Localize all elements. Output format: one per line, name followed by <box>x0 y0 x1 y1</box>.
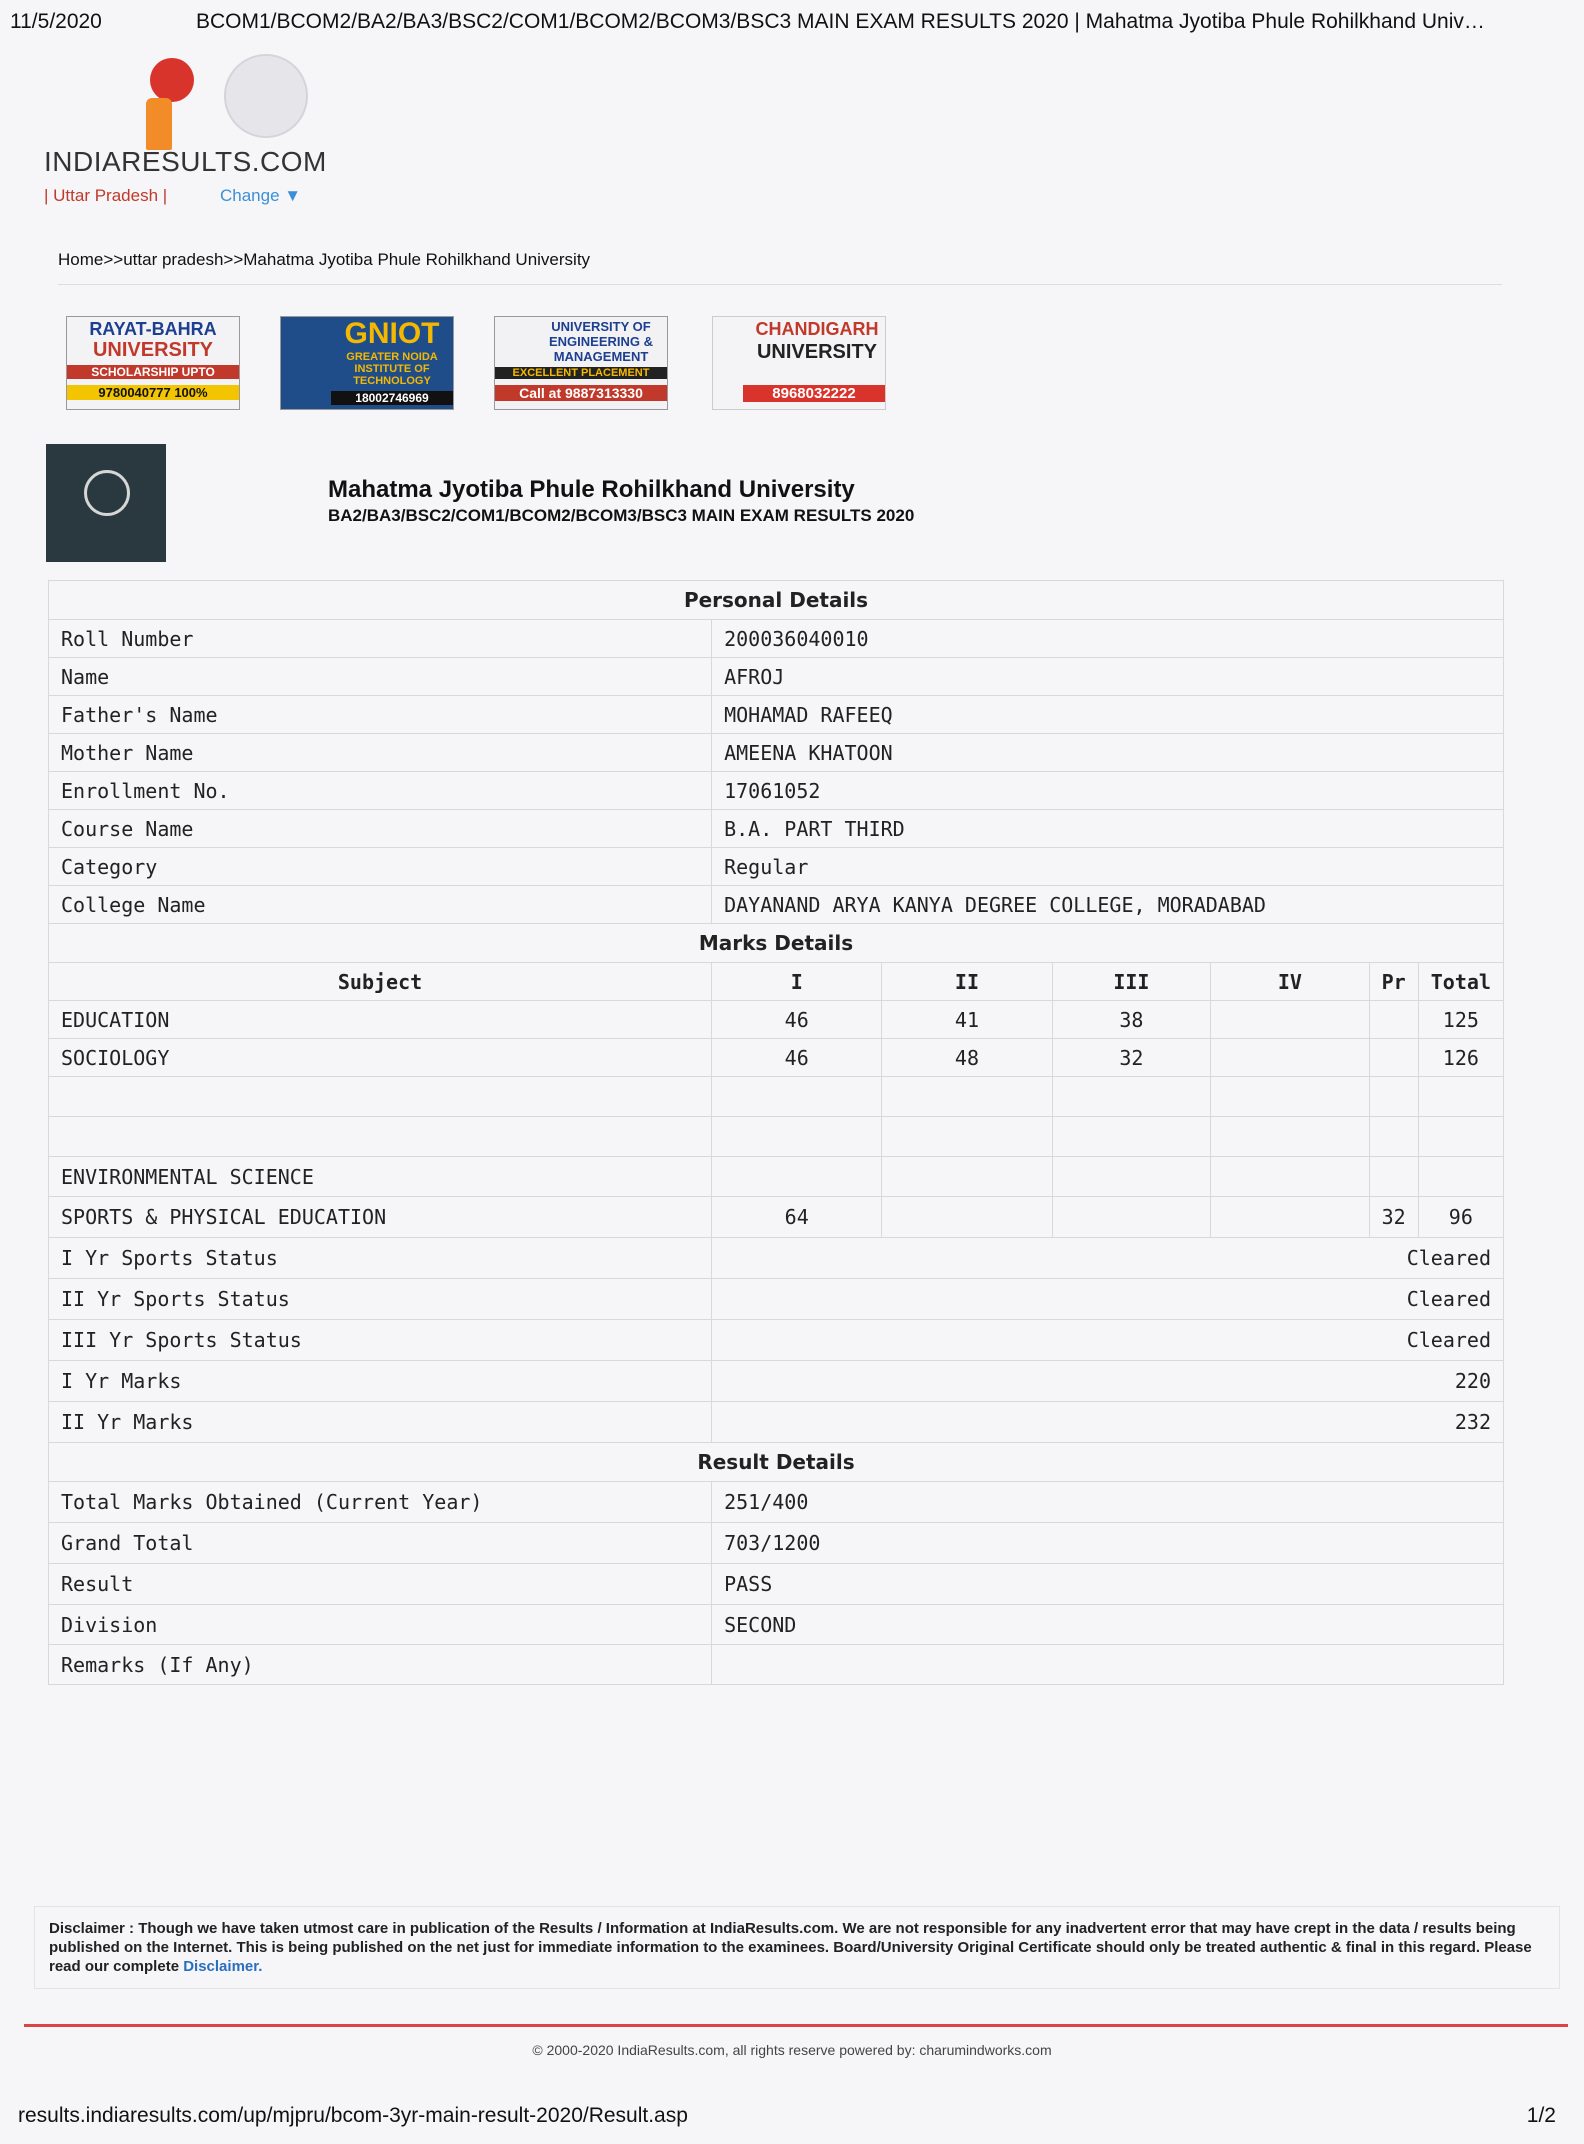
table-row <box>49 1605 1504 1645</box>
status-label: I Yr Sports Status <box>49 1238 712 1279</box>
ad-line: Call at 9887313330 <box>495 385 667 401</box>
mark-cell <box>882 1077 1052 1117</box>
status-label: I Yr Marks <box>49 1361 712 1402</box>
section-heading-marks: Marks Details <box>49 924 1504 963</box>
results-table <box>48 580 1504 1685</box>
table-row <box>49 1320 1504 1361</box>
table-row <box>49 1157 1504 1197</box>
mark-cell <box>882 1157 1052 1197</box>
field-value: AFROJ <box>712 658 1504 696</box>
table-row <box>49 734 1504 772</box>
total-cell: 96 <box>1418 1197 1503 1238</box>
mark-cell <box>882 1197 1052 1238</box>
mark-cell <box>1211 1039 1369 1077</box>
field-value: 251/400 <box>712 1482 1504 1523</box>
table-row <box>49 1564 1504 1605</box>
mark-cell: 38 <box>1052 1001 1211 1039</box>
ad-line: UNIVERSITY OF ENGINEERING & MANAGEMENT <box>548 319 653 364</box>
mark-cell <box>1211 1077 1369 1117</box>
field-value: MOHAMAD RAFEEQ <box>712 696 1504 734</box>
breadcrumb-separator: >> <box>103 250 124 269</box>
status-label: II Yr Sports Status <box>49 1279 712 1320</box>
mark-cell: 46 <box>712 1001 882 1039</box>
exam-title: BA2/BA3/BSC2/COM1/BCOM2/BCOM3/BSC3 MAIN EXAM RESULTS 2020 <box>328 506 915 525</box>
field-label: Mother Name <box>49 734 712 772</box>
field-label: Grand Total <box>49 1523 712 1564</box>
university-name: Mahatma Jyotiba Phule Rohilkhand University <box>328 476 855 503</box>
table-row <box>49 886 1504 924</box>
status-value: Cleared <box>712 1320 1504 1361</box>
print-date: 11/5/2020 <box>10 10 102 33</box>
field-value: SECOND <box>712 1605 1504 1645</box>
marks-header-row <box>49 963 1504 1001</box>
field-label: Roll Number <box>49 620 712 658</box>
table-row <box>49 620 1504 658</box>
total-cell <box>1418 1077 1503 1117</box>
table-row <box>49 1361 1504 1402</box>
state-label: | Uttar Pradesh | <box>44 186 168 205</box>
mark-cell <box>1211 1197 1369 1238</box>
field-value: 17061052 <box>712 772 1504 810</box>
subject-cell: EDUCATION <box>49 1001 712 1039</box>
mark-cell: 32 <box>1369 1197 1418 1238</box>
divider <box>58 284 1502 285</box>
mark-cell: 64 <box>712 1197 882 1238</box>
breadcrumb <box>58 250 590 270</box>
table-row <box>49 848 1504 886</box>
table-row <box>49 772 1504 810</box>
table-row <box>49 1238 1504 1279</box>
field-label: Enrollment No. <box>49 772 712 810</box>
total-cell <box>1418 1157 1503 1197</box>
subject-cell <box>49 1077 712 1117</box>
table-row <box>49 696 1504 734</box>
ad-line: SCHOLARSHIP UPTO <box>67 365 239 379</box>
emblem-icon <box>84 470 130 516</box>
disclaimer-link[interactable]: Disclaimer. <box>183 1958 263 1975</box>
field-value: 200036040010 <box>712 620 1504 658</box>
table-row <box>49 1279 1504 1320</box>
table-row <box>49 658 1504 696</box>
field-label: Total Marks Obtained (Current Year) <box>49 1482 712 1523</box>
print-title: BCOM1/BCOM2/BA2/BA3/BSC2/COM1/BCOM2/BCOM3/BSC3 MAIN EXAM RESULTS 2020 | Mahatma Jyotiba Phule Rohilkhand Univ… <box>196 10 1485 33</box>
table-row <box>49 1523 1504 1564</box>
column-header: Total <box>1418 963 1503 1001</box>
university-logo <box>46 444 166 562</box>
mark-cell <box>1211 1157 1369 1197</box>
field-label: College Name <box>49 886 712 924</box>
field-label: Division <box>49 1605 712 1645</box>
total-cell: 125 <box>1418 1001 1503 1039</box>
ad-chandigarh-university[interactable] <box>712 316 886 410</box>
site-logo[interactable] <box>44 54 334 204</box>
column-header: Subject <box>49 963 712 1001</box>
ad-line: UNIVERSITY <box>92 339 214 361</box>
table-row <box>49 1197 1504 1238</box>
mark-cell <box>1369 1039 1418 1077</box>
logo-text: INDIARESULTS.COM <box>44 146 327 177</box>
section-heading-result: Result Details <box>49 1443 1504 1482</box>
disclaimer <box>34 1906 1560 1989</box>
field-value: PASS <box>712 1564 1504 1605</box>
status-value: Cleared <box>712 1238 1504 1279</box>
field-label: Name <box>49 658 712 696</box>
field-label: Course Name <box>49 810 712 848</box>
status-label: III Yr Sports Status <box>49 1320 712 1361</box>
ad-line: 9780040777 100% <box>67 385 239 400</box>
status-label: II Yr Marks <box>49 1402 712 1443</box>
logo-figure-icon <box>146 98 172 150</box>
field-label: Father's Name <box>49 696 712 734</box>
personal-details <box>49 620 1504 924</box>
table-row <box>49 810 1504 848</box>
ad-line: GNIOT <box>344 317 440 350</box>
state-selector <box>44 186 302 206</box>
mark-cell <box>1369 1117 1418 1157</box>
ad-rayat-bahra[interactable] <box>66 316 240 410</box>
mark-cell <box>712 1077 882 1117</box>
column-header: II <box>882 963 1052 1001</box>
field-value: DAYANAND ARYA KANYA DEGREE COLLEGE, MORADABAD <box>712 886 1504 924</box>
mark-cell <box>1369 1077 1418 1117</box>
table-row <box>49 1039 1504 1077</box>
mark-cell <box>1211 1001 1369 1039</box>
status-value: 232 <box>712 1402 1504 1443</box>
field-value: AMEENA KHATOON <box>712 734 1504 772</box>
ad-gniot[interactable] <box>280 316 454 410</box>
subject-cell: SPORTS & PHYSICAL EDUCATION <box>49 1197 712 1238</box>
state-map-icon <box>224 54 308 138</box>
print-page-number: 1/2 <box>1526 2104 1556 2127</box>
column-header: IV <box>1211 963 1369 1001</box>
mark-cell: 32 <box>1052 1039 1211 1077</box>
change-state-link[interactable]: Change ▼ <box>220 186 302 205</box>
field-label: Remarks (If Any) <box>49 1645 712 1685</box>
subject-cell <box>49 1117 712 1157</box>
table-row <box>49 1077 1504 1117</box>
mark-cell <box>1369 1001 1418 1039</box>
copyright: © 2000-2020 IndiaResults.com, all rights reserve powered by: charumindworks.com <box>532 2042 1052 2058</box>
breadcrumb-separator: >> <box>223 250 244 269</box>
ad-line: UNIVERSITY <box>756 341 878 363</box>
mark-cell <box>882 1117 1052 1157</box>
mark-cell <box>1052 1117 1211 1157</box>
mark-cell <box>1211 1117 1369 1157</box>
table-row <box>49 1482 1504 1523</box>
status-value: 220 <box>712 1361 1504 1402</box>
print-footer-url: results.indiaresults.com/up/mjpru/bcom-3yr-main-result-2020/Result.asp <box>18 2104 688 2127</box>
status-value: Cleared <box>712 1279 1504 1320</box>
total-cell <box>1418 1117 1503 1157</box>
breadcrumb-home[interactable]: Home <box>58 250 104 269</box>
field-value: Regular <box>712 848 1504 886</box>
ad-line: GREATER NOIDA INSTITUTE OF TECHNOLOGY <box>346 351 438 387</box>
footer-divider <box>24 2024 1568 2027</box>
mark-cell <box>1052 1197 1211 1238</box>
table-row <box>49 1001 1504 1039</box>
mark-cell: 41 <box>882 1001 1052 1039</box>
table-row <box>49 1117 1504 1157</box>
column-header: I <box>712 963 882 1001</box>
ad-line: CHANDIGARH <box>755 319 879 339</box>
field-value <box>712 1645 1504 1685</box>
ad-line: 8968032222 <box>743 385 885 402</box>
breadcrumb-university[interactable]: Mahatma Jyotiba Phule Rohilkhand University <box>243 250 591 269</box>
disclaimer-text: Disclaimer : Though we have taken utmost care in publication of the Results / Information at IndiaResults.com. We are not responsible for any inadvertent error that may have crept in the data / results being published on the Internet. This is being published on the net just for immediate information to the examinees. Board/University Original Certificate should only be treated authentic & final in this regard. Please read our complete <box>49 1920 1532 1975</box>
mark-cell: 48 <box>882 1039 1052 1077</box>
ad-line: RAYAT-BAHRA <box>89 319 217 339</box>
mark-cell <box>1052 1157 1211 1197</box>
column-header: Pr <box>1369 963 1418 1001</box>
mark-cell: 46 <box>712 1039 882 1077</box>
total-cell: 126 <box>1418 1039 1503 1077</box>
ad-line: 18002746969 <box>331 391 453 405</box>
field-label: Result <box>49 1564 712 1605</box>
column-header: III <box>1052 963 1211 1001</box>
field-label: Category <box>49 848 712 886</box>
table-row <box>49 1402 1504 1443</box>
subject-cell: SOCIOLOGY <box>49 1039 712 1077</box>
mark-cell <box>1052 1077 1211 1117</box>
mark-cell <box>712 1157 882 1197</box>
section-heading-personal: Personal Details <box>49 581 1504 620</box>
ad-line: EXCELLENT PLACEMENT <box>495 367 667 379</box>
field-value: 703/1200 <box>712 1523 1504 1564</box>
logo-dot-icon <box>150 58 194 102</box>
mark-cell <box>712 1117 882 1157</box>
breadcrumb-state[interactable]: uttar pradesh <box>123 250 224 269</box>
field-value: B.A. PART THIRD <box>712 810 1504 848</box>
subject-cell: ENVIRONMENTAL SCIENCE <box>49 1157 712 1197</box>
ad-uem[interactable] <box>494 316 668 410</box>
mark-cell <box>1369 1157 1418 1197</box>
table-row <box>49 1645 1504 1685</box>
